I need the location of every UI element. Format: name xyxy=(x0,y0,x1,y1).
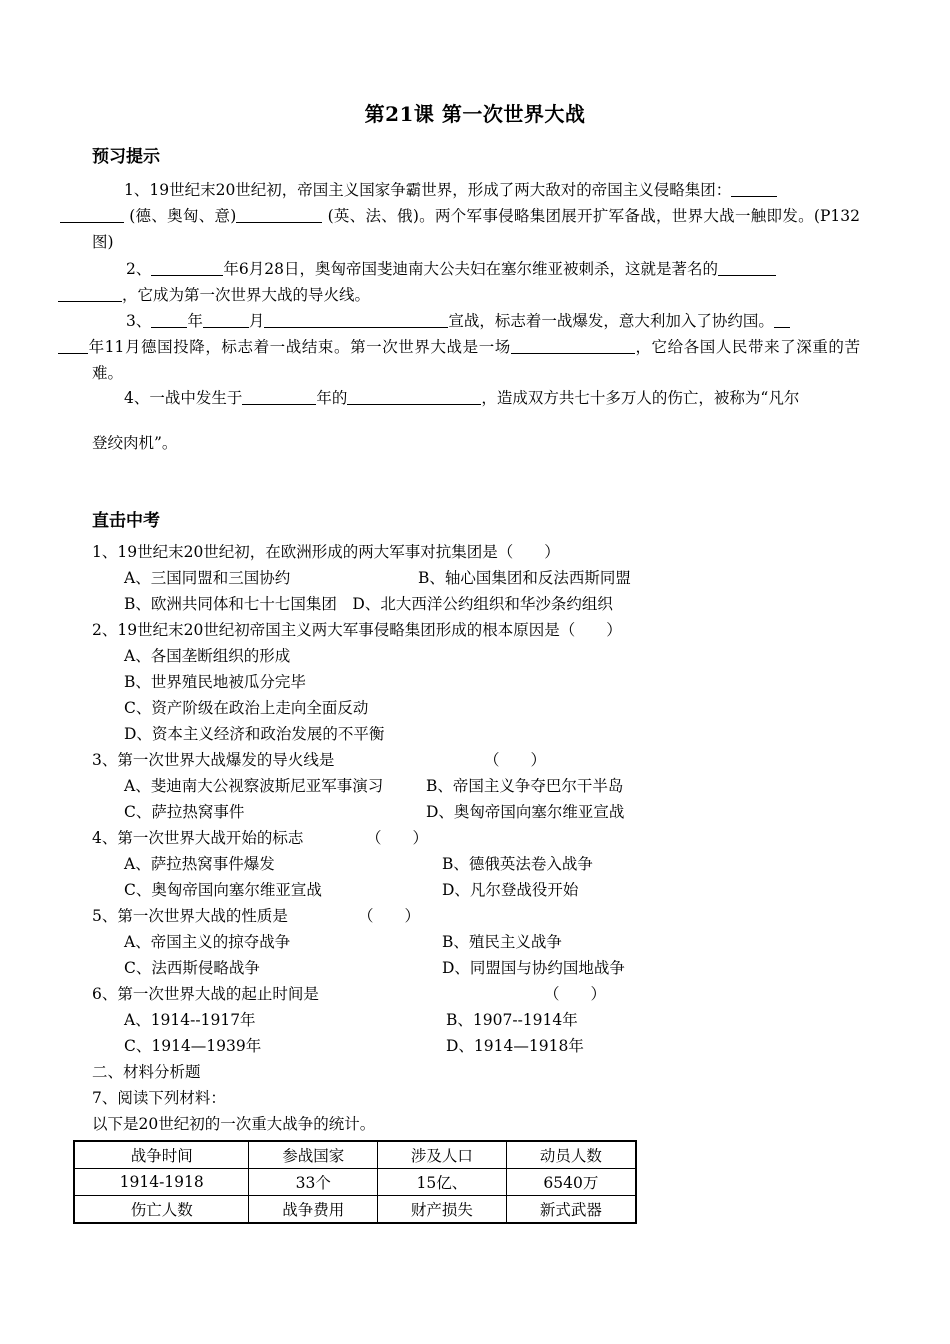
question-6-option-d: D、1914—1918年 xyxy=(446,1037,584,1055)
question-5: 5、第一次世界大战的性质是 xyxy=(92,907,288,925)
question-2-option-a: A、各国垄断组织的形成 xyxy=(124,647,291,665)
question-5-parens: （ ） xyxy=(358,907,421,925)
fill-blank[interactable] xyxy=(347,386,481,405)
fill-blank[interactable] xyxy=(242,386,316,405)
fill-blank[interactable] xyxy=(151,257,223,276)
preview-heading: 预习提示 xyxy=(92,147,160,167)
table-cell: 33个 xyxy=(249,1169,378,1196)
table-cell: 6540万 xyxy=(506,1169,636,1196)
table-row xyxy=(74,1196,636,1224)
question-5-option-c: C、法西斯侵略战争 xyxy=(124,959,260,977)
question-5-option-b: B、殖民主义战争 xyxy=(442,933,562,951)
table-cell: 伤亡人数 xyxy=(74,1196,249,1224)
table-cell: 涉及人口 xyxy=(378,1141,507,1169)
question-4-option-a: A、萨拉热窝事件爆发 xyxy=(124,855,275,873)
fill-blank[interactable] xyxy=(731,178,777,197)
table-cell: 战争时间 xyxy=(74,1141,249,1169)
question-6-parens: （ ） xyxy=(544,985,607,1003)
question-2-option-d: D、资本主义经济和政治发展的不平衡 xyxy=(124,725,385,743)
preview-item-2: 2、 年6月28日，奥匈帝国斐迪南大公夫妇在塞尔维亚被刺杀，这就是著名的 ，它成为第一次世界大战的导火线。 xyxy=(92,256,860,308)
question-6-option-a: A、1914--1917年 xyxy=(124,1011,256,1029)
question-2-option-c: C、资产阶级在政治上走向全面反动 xyxy=(124,699,369,717)
table-cell: 1914-1918 xyxy=(74,1169,249,1196)
question-7-intro: 以下是20世纪初的一次重大战争的统计。 xyxy=(92,1115,376,1133)
fill-blank[interactable] xyxy=(264,309,448,328)
question-3: 3、第一次世界大战爆发的导火线是 xyxy=(92,751,335,769)
table-row xyxy=(74,1169,636,1196)
question-6-option-b: B、1907--1914年 xyxy=(446,1011,578,1029)
preview-item-3: 3、 年 月 宣战，标志着一战爆发，意大利加入了协约国。 年11月德国投降，标志着一战结束。第一次世界大战是一场 ，它给各国人民带来了深重的苦难。 xyxy=(92,308,860,386)
question-3-option-b: B、帝国主义争夺巴尔干半岛 xyxy=(426,777,624,795)
question-4-parens: （ ） xyxy=(366,829,429,847)
question-4-option-b: B、德俄英法卷入战争 xyxy=(442,855,593,873)
table-cell: 参战国家 xyxy=(249,1141,378,1169)
preview-item-4-cont: 登绞肉机”。 xyxy=(92,434,178,452)
table-cell: 新式武器 xyxy=(506,1196,636,1224)
question-6: 6、第一次世界大战的起止时间是 xyxy=(92,985,319,1003)
question-6-option-c: C、1914—1939年 xyxy=(124,1037,262,1055)
fill-blank[interactable] xyxy=(203,309,249,328)
table-row xyxy=(74,1141,636,1169)
fill-blank[interactable] xyxy=(236,204,322,223)
war-statistics-table xyxy=(73,1140,637,1224)
fill-blank[interactable] xyxy=(60,204,124,223)
exam-heading: 直击中考 xyxy=(92,511,160,531)
preview-item-4: 4、一战中发生于 年的 ，造成双方共七十多万人的伤亡，被称为“凡尔 xyxy=(92,385,860,411)
fill-blank[interactable] xyxy=(58,335,88,354)
fill-blank[interactable] xyxy=(58,283,122,302)
question-1-option-a: A、三国同盟和三国协约 xyxy=(124,569,291,587)
table-cell: 财产损失 xyxy=(378,1196,507,1224)
fill-blank[interactable] xyxy=(718,257,776,276)
fill-blank[interactable] xyxy=(151,309,187,328)
question-1-option-b: B、轴心国集团和反法西斯同盟 xyxy=(418,569,631,587)
question-4-option-d: D、凡尔登战役开始 xyxy=(442,881,579,899)
question-3-option-c: C、萨拉热窝事件 xyxy=(124,803,245,821)
preview-item-1: 1、19世纪末20世纪初，帝国主义国家争霸世界，形成了两大敌对的帝国主义侵略集团： (德、奥匈、意) (英、法、俄)。两个军事侵略集团展开扩军备战，世界大战一触即发。(P132图) xyxy=(92,177,860,255)
lesson-title: 第21课 第一次世界大战 xyxy=(364,102,586,126)
question-7: 7、阅读下列材料： xyxy=(92,1089,226,1107)
table-cell: 15亿、 xyxy=(378,1169,507,1196)
section-2-heading: 二、材料分析题 xyxy=(92,1063,201,1081)
question-3-option-d: D、奥匈帝国向塞尔维亚宣战 xyxy=(426,803,625,821)
question-5-option-d: D、同盟国与协约国地战争 xyxy=(442,959,625,977)
fill-blank[interactable] xyxy=(774,309,790,328)
question-3-parens: （ ） xyxy=(484,751,547,769)
question-2-option-b: B、世界殖民地被瓜分完毕 xyxy=(124,673,306,691)
table-cell: 战争费用 xyxy=(249,1196,378,1224)
question-4: 4、第一次世界大战开始的标志 xyxy=(92,829,304,847)
fill-blank[interactable] xyxy=(511,335,635,354)
question-2: 2、19世纪末20世纪初帝国主义两大军事侵略集团形成的根本原因是（ ） xyxy=(92,621,622,639)
question-1: 1、19世纪末20世纪初，在欧洲形成的两大军事对抗集团是（ ） xyxy=(92,543,560,561)
question-3-option-a: A、斐迪南大公视察波斯尼亚军事演习 xyxy=(124,777,384,795)
question-1-option-cd: B、欧洲共同体和七十七国集团 D、北大西洋公约组织和华沙条约组织 xyxy=(124,595,613,613)
question-4-option-c: C、奥匈帝国向塞尔维亚宣战 xyxy=(124,881,322,899)
table-cell: 动员人数 xyxy=(506,1141,636,1169)
question-5-option-a: A、帝国主义的掠夺战争 xyxy=(124,933,291,951)
